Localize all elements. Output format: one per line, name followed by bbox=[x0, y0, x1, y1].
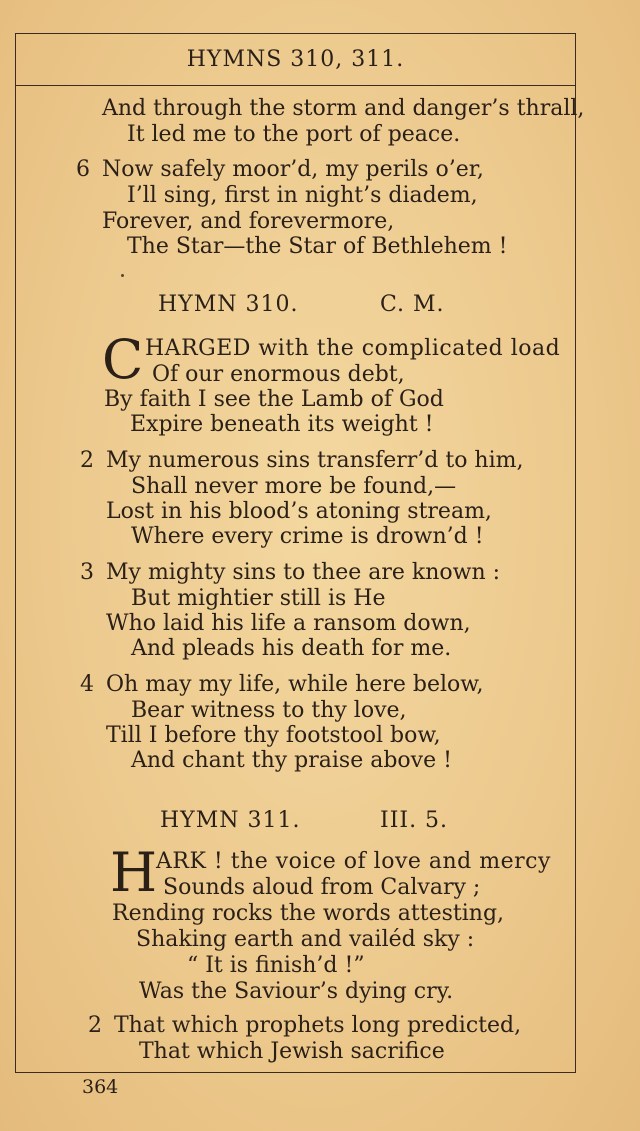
hymn-310-v2-line-3: Lost in his blood’s atoning stream, bbox=[106, 499, 492, 524]
hymn-310-line-3: By faith I see the Lamb of God bbox=[104, 387, 444, 412]
hymn-310-v4-line-2: Bear witness to thy love, bbox=[131, 698, 407, 723]
hymn-311-line-3: Rending rocks the words attesting, bbox=[112, 901, 505, 926]
hymn-310-meter: C. M. bbox=[380, 292, 445, 317]
ink-speck bbox=[121, 274, 124, 277]
hymn-310-first-line: HARGED with the complicated load bbox=[145, 336, 561, 361]
hymn-310-v3-line-2: But mightier still is He bbox=[131, 586, 386, 611]
hymn-311-title: HYMN 311. bbox=[160, 808, 301, 833]
running-header bbox=[15, 33, 576, 86]
hymn-310-v3-line-3: Who laid his life a ransom down, bbox=[106, 611, 471, 636]
hymn-310-v4-line-1: Oh may my life, while here below, bbox=[106, 672, 484, 697]
verse-number: 6 bbox=[76, 157, 90, 182]
continuation-line-2: It led me to the port of peace. bbox=[127, 122, 461, 147]
hymn-310-v4-line-4: And chant thy praise above ! bbox=[131, 748, 452, 773]
verse-number: 4 bbox=[80, 672, 94, 697]
verse6-line-1: Now safely moor’d, my perils o’er, bbox=[102, 157, 484, 182]
hymn-310-v2-line-1: My numerous sins transferr’d to him, bbox=[106, 448, 524, 473]
verse6-line-2: I’ll sing, first in night’s diadem, bbox=[127, 183, 478, 208]
page-number: 364 bbox=[82, 1076, 119, 1098]
verse6-line-4: The Star—the Star of Bethlehem ! bbox=[127, 234, 508, 259]
hymn-310-dropcap: C bbox=[102, 328, 144, 391]
verse-number: 2 bbox=[80, 448, 94, 473]
verse-number: 2 bbox=[88, 1013, 102, 1038]
hymn-311-first-line: ARK ! the voice of love and mercy bbox=[156, 849, 551, 874]
hymn-310-v2-line-2: Shall never more be found,— bbox=[131, 474, 457, 499]
hymn-311-meter: III. 5. bbox=[380, 808, 449, 833]
hymn-310-v2-line-4: Where every crime is drown’d ! bbox=[131, 524, 484, 549]
hymn-311-dropcap: H bbox=[110, 841, 158, 904]
hymn-311-v2-line-2: That which Jewish sacrifice bbox=[139, 1039, 445, 1064]
hymn-310-v4-line-3: Till I before thy footstool bow, bbox=[106, 723, 441, 748]
hymn-311-line-2: Sounds aloud from Calvary ; bbox=[163, 875, 481, 900]
hymn-310-title: HYMN 310. bbox=[158, 292, 299, 317]
hymn-311-line-6: Was the Saviour’s dying cry. bbox=[139, 979, 454, 1004]
verse-number: 3 bbox=[80, 560, 94, 585]
hymn-310-line-2: Of our enormous debt, bbox=[152, 362, 405, 387]
continuation-line-1: And through the storm and danger’s thrall, bbox=[102, 96, 585, 121]
hymn-311-v2-line-1: That which prophets long predicted, bbox=[114, 1013, 522, 1038]
hymn-311-line-5: “ It is finish’d !” bbox=[187, 953, 365, 978]
hymn-310-line-4: Expire beneath its weight ! bbox=[130, 412, 434, 437]
verse6-line-3: Forever, and forevermore, bbox=[102, 209, 395, 234]
hymn-310-v3-line-1: My mighty sins to thee are known : bbox=[106, 560, 501, 585]
header-title: HYMNS 310, 311. bbox=[186, 46, 405, 72]
hymn-310-v3-line-4: And pleads his death for me. bbox=[131, 636, 452, 661]
hymn-311-line-4: Shaking earth and vailéd sky : bbox=[136, 927, 475, 952]
